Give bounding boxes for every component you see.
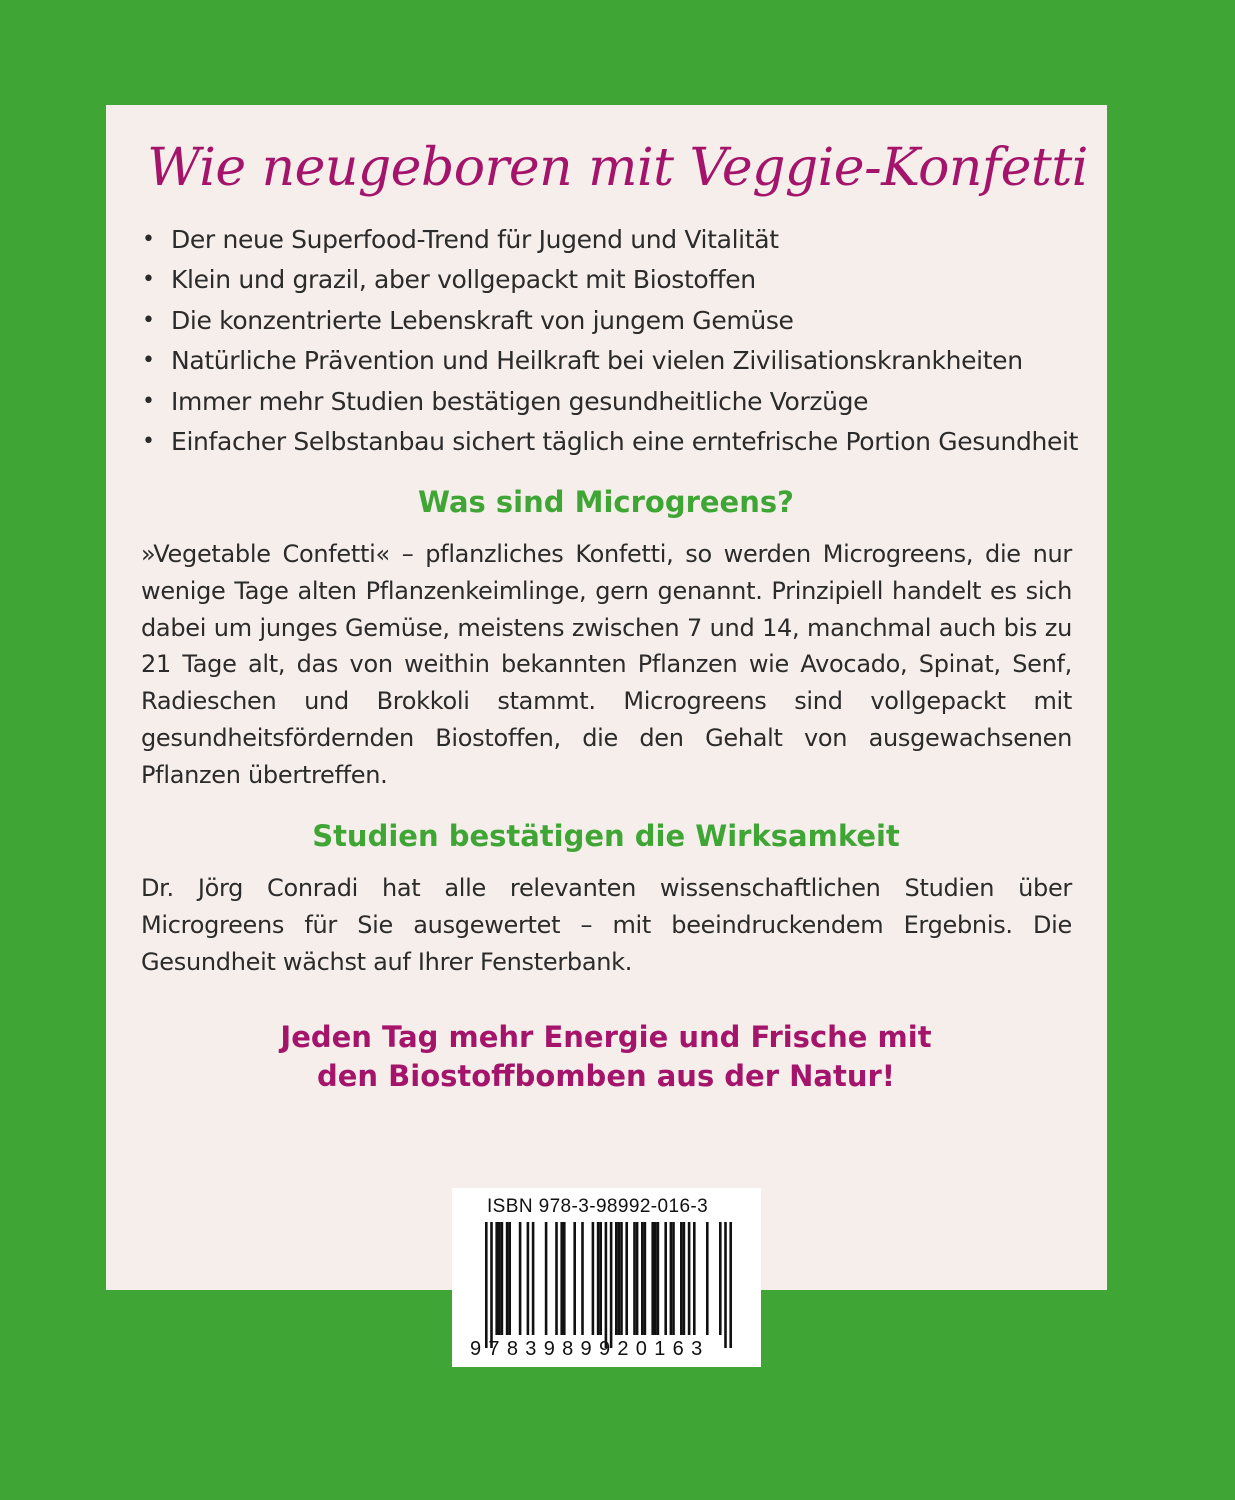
barcode-bar [592, 1222, 595, 1335]
barcode-bar [651, 1222, 654, 1335]
barcode-bar [573, 1222, 576, 1335]
barcode-bar [680, 1222, 683, 1335]
barcode-bar [706, 1222, 709, 1335]
tagline-line-2: den Biostoffbomben aus der Natur! [316, 1059, 896, 1093]
section-text-studies: Dr. Jörg Conradi hat alle relevanten wissenschaftlichen Studien über Microgreens für Sie ausgewertet – mit beeindruckendem Ergebnis. Die Gesundheit wächst auf Ihrer Fensterbank. [141, 874, 1072, 976]
barcode-bar [563, 1222, 566, 1335]
barcode-bar [501, 1222, 504, 1335]
section-heading-studies: Studien bestätigen die Wirksamkeit [312, 819, 900, 853]
barcode-bar [641, 1222, 644, 1335]
feature-item: • Immer mehr Studien bestätigen gesundheitliche Vorzüge [140, 382, 1078, 422]
barcode-bar [672, 1222, 675, 1335]
ean-digits: 9783989920163 [470, 1338, 710, 1360]
barcode-bar [644, 1222, 647, 1335]
barcode-bar [636, 1222, 639, 1335]
barcode-bar [719, 1222, 722, 1335]
barcode-bar [693, 1222, 696, 1335]
barcode-bar [485, 1222, 488, 1348]
barcode-bar [560, 1222, 563, 1335]
feature-item: • Klein und grazil, aber vollgepackt mit Biostoffen [140, 260, 1078, 300]
barcode-bar [620, 1222, 623, 1335]
barcode-bar [729, 1222, 732, 1348]
feature-item: • Natürliche Prävention und Heilkraft bei vielen Zivilisationskrankheiten [140, 341, 1078, 381]
barcode-bar [657, 1222, 660, 1335]
barcode-bar [519, 1222, 522, 1335]
barcode-bar [670, 1222, 673, 1335]
feature-item: • Der neue Superfood-Trend für Jugend und Vitalität [140, 220, 1078, 260]
barcode-bar [506, 1222, 509, 1335]
tagline [0, 1018, 1212, 1096]
barcode-bar [555, 1222, 558, 1335]
barcode-bar [527, 1222, 530, 1335]
barcode-bar [654, 1222, 657, 1335]
feature-item: • Die konzentrierte Lebenskraft von jungem Gemüse [140, 301, 1078, 341]
barcode-bar [498, 1222, 501, 1335]
barcode-bar [633, 1222, 636, 1335]
barcode-bar [625, 1222, 628, 1335]
barcode-bar [599, 1222, 602, 1335]
section-heading-microgreens: Was sind Microgreens? [418, 485, 794, 519]
barcode-bar [508, 1222, 511, 1335]
barcode-bar [664, 1222, 667, 1335]
barcode-bar [581, 1222, 584, 1335]
barcode-bar [688, 1222, 691, 1335]
barcode-bar [605, 1222, 608, 1348]
section-text-microgreens: »Vegetable Confetti« – pflanzliches Konfetti, so werden Microgreens, die nur wenige Tage alten Pflanzenkeimlinge, gern genannt. Prinzipiell handelt es sich dabei um junges Gemüse, meistens zwischen 7 und 14, manchmal auch bis zu 21 Tage alt, das von weithin bekannten Pflanzen wie Avocado, Spinat, Senf, Radieschen und Brokkoli stammt. Microgreens sind vollgepackt mit gesundheitsfördernden Biostoffen, die den Gehalt von ausgewachsenen Pflanzen übertreffen. [141, 540, 1072, 789]
barcode-bar [618, 1222, 621, 1335]
isbn-barcode [452, 1188, 761, 1367]
tagline-line-1: Jeden Tag mehr Energie und Frische mit [280, 1020, 932, 1054]
barcode-bar [610, 1222, 613, 1348]
feature-list [140, 220, 1078, 462]
barcode-bar [495, 1222, 498, 1335]
barcode-bar [490, 1222, 493, 1348]
cover-title: Wie neugeboren mit Veggie-Konfetti [147, 138, 1088, 198]
barcode-bar [724, 1222, 727, 1348]
feature-item: • Einfacher Selbstanbau sichert täglich eine erntefrische Portion Gesundheit [140, 422, 1078, 462]
barcode-bar [683, 1222, 686, 1335]
barcode-bar [597, 1222, 600, 1335]
barcode-bar [532, 1222, 535, 1335]
isbn-label: ISBN 978-3-98992-016-3 [487, 1196, 709, 1217]
barcode-bar [545, 1222, 548, 1335]
barcode-bar [615, 1222, 618, 1335]
